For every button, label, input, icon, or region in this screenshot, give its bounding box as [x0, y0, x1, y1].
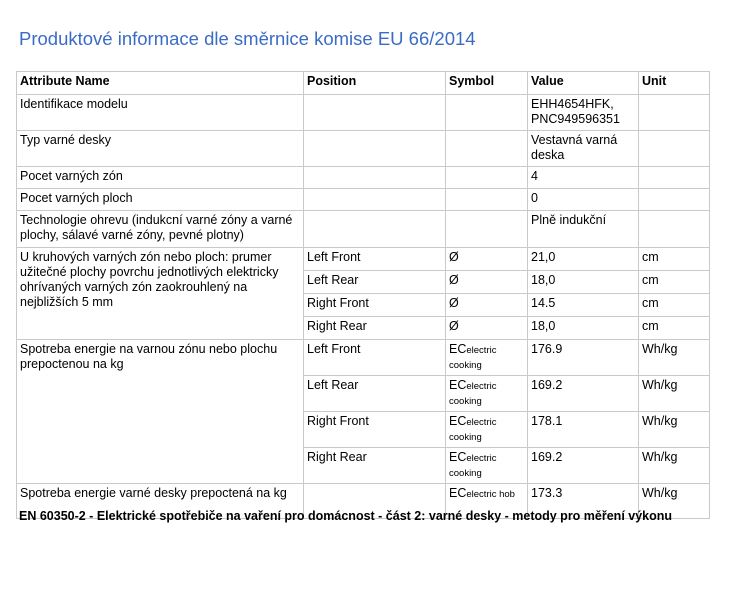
- symbol-cell: Ø: [446, 271, 528, 294]
- header-attribute: Attribute Name: [17, 72, 304, 95]
- symbol-cell: [446, 340, 528, 376]
- table-row: [17, 340, 710, 376]
- position-cell: [304, 95, 446, 131]
- position-cell: [304, 131, 446, 167]
- symbol-main: EC: [449, 486, 467, 500]
- attribute-cell: U kruhových varných zón nebo ploch: prumer užitečné plochy povrchu jednotlivých elektricky ohrívaných varných zón zaokrouhlený na nejbližších 5 mm: [17, 248, 304, 340]
- value-cell: 169.2: [528, 376, 639, 412]
- symbol-cell: [446, 412, 528, 448]
- table-row: [17, 211, 710, 248]
- position-cell: Left Rear: [304, 271, 446, 294]
- attribute-cell: Pocet varných zón: [17, 167, 304, 189]
- unit-cell: Wh/kg: [639, 412, 710, 448]
- unit-cell: cm: [639, 294, 710, 317]
- symbol-cell: [446, 95, 528, 131]
- position-cell: Left Front: [304, 248, 446, 271]
- symbol-main: EC: [449, 414, 467, 428]
- unit-cell: [639, 95, 710, 131]
- attribute-cell: Typ varné desky: [17, 131, 304, 167]
- header-position: Position: [304, 72, 446, 95]
- header-symbol: Symbol: [446, 72, 528, 95]
- header-value: Value: [528, 72, 639, 95]
- attribute-cell: Pocet varných ploch: [17, 189, 304, 211]
- symbol-main: EC: [449, 342, 467, 356]
- symbol-subscript: electric cooking: [449, 417, 497, 443]
- unit-cell: cm: [639, 248, 710, 271]
- table-row: [17, 189, 710, 211]
- symbol-main: EC: [449, 378, 467, 392]
- value-cell: 169.2: [528, 448, 639, 484]
- symbol-cell: [446, 376, 528, 412]
- symbol-cell: Ø: [446, 317, 528, 340]
- symbol-main: EC: [449, 450, 467, 464]
- value-cell: 0: [528, 189, 639, 211]
- value-cell: 18,0: [528, 271, 639, 294]
- value-cell: 176.9: [528, 340, 639, 376]
- position-cell: Right Front: [304, 412, 446, 448]
- symbol-cell: [446, 211, 528, 248]
- table-row: [17, 131, 710, 167]
- symbol-subscript: electric cooking: [449, 453, 497, 479]
- unit-cell: [639, 189, 710, 211]
- position-cell: [304, 167, 446, 189]
- unit-cell: cm: [639, 271, 710, 294]
- position-cell: Left Rear: [304, 376, 446, 412]
- symbol-subscript: electric cooking: [449, 381, 497, 407]
- position-cell: Right Rear: [304, 317, 446, 340]
- symbol-subscript: electric hob: [466, 489, 515, 500]
- position-cell: Right Rear: [304, 448, 446, 484]
- unit-cell: Wh/kg: [639, 484, 710, 519]
- unit-cell: [639, 211, 710, 248]
- standard-reference: EN 60350-2 - Elektrické spotřebiče na vaření pro domácnost - část 2: varné desky - metody pro měření výkonu: [19, 509, 673, 523]
- unit-cell: cm: [639, 317, 710, 340]
- symbol-cell: [446, 189, 528, 211]
- symbol-cell: Ø: [446, 294, 528, 317]
- value-cell: 14.5: [528, 294, 639, 317]
- unit-cell: [639, 167, 710, 189]
- position-cell: Right Front: [304, 294, 446, 317]
- position-cell: [304, 189, 446, 211]
- page-title: Produktové informace dle směrnice komise EU 66/2014: [19, 28, 476, 49]
- unit-cell: Wh/kg: [639, 448, 710, 484]
- symbol-cell: [446, 167, 528, 189]
- symbol-subscript: electric cooking: [449, 345, 497, 371]
- unit-cell: [639, 131, 710, 167]
- header-unit: Unit: [639, 72, 710, 95]
- value-cell: Plně indukční: [528, 211, 639, 248]
- position-cell: [304, 211, 446, 248]
- position-cell: Left Front: [304, 340, 446, 376]
- symbol-cell: [446, 448, 528, 484]
- value-cell: 173.3: [528, 484, 639, 519]
- symbol-cell: [446, 131, 528, 167]
- table-header-row: [17, 72, 710, 95]
- unit-cell: Wh/kg: [639, 340, 710, 376]
- value-cell: 18,0: [528, 317, 639, 340]
- attribute-cell: Technologie ohrevu (indukcní varné zóny a varné plochy, sálavé varné zóny, pevné plotny): [17, 211, 304, 248]
- value-cell: 4: [528, 167, 639, 189]
- unit-cell: Wh/kg: [639, 376, 710, 412]
- symbol-cell: Ø: [446, 248, 528, 271]
- table-row: [17, 95, 710, 131]
- value-cell: 21,0: [528, 248, 639, 271]
- attribute-cell: Spotreba energie na varnou zónu nebo plochu prepoctenou na kg: [17, 340, 304, 484]
- value-cell: Vestavná varná deska: [528, 131, 639, 167]
- value-cell: EHH4654HFK, PNC949596351: [528, 95, 639, 131]
- value-cell: 178.1: [528, 412, 639, 448]
- attribute-cell: Spotreba energie varné desky prepoctená na kg: [17, 484, 304, 519]
- table-row: [17, 248, 710, 271]
- table-row: [17, 167, 710, 189]
- attribute-cell: Identifikace modelu: [17, 95, 304, 131]
- product-info-table: [16, 71, 710, 519]
